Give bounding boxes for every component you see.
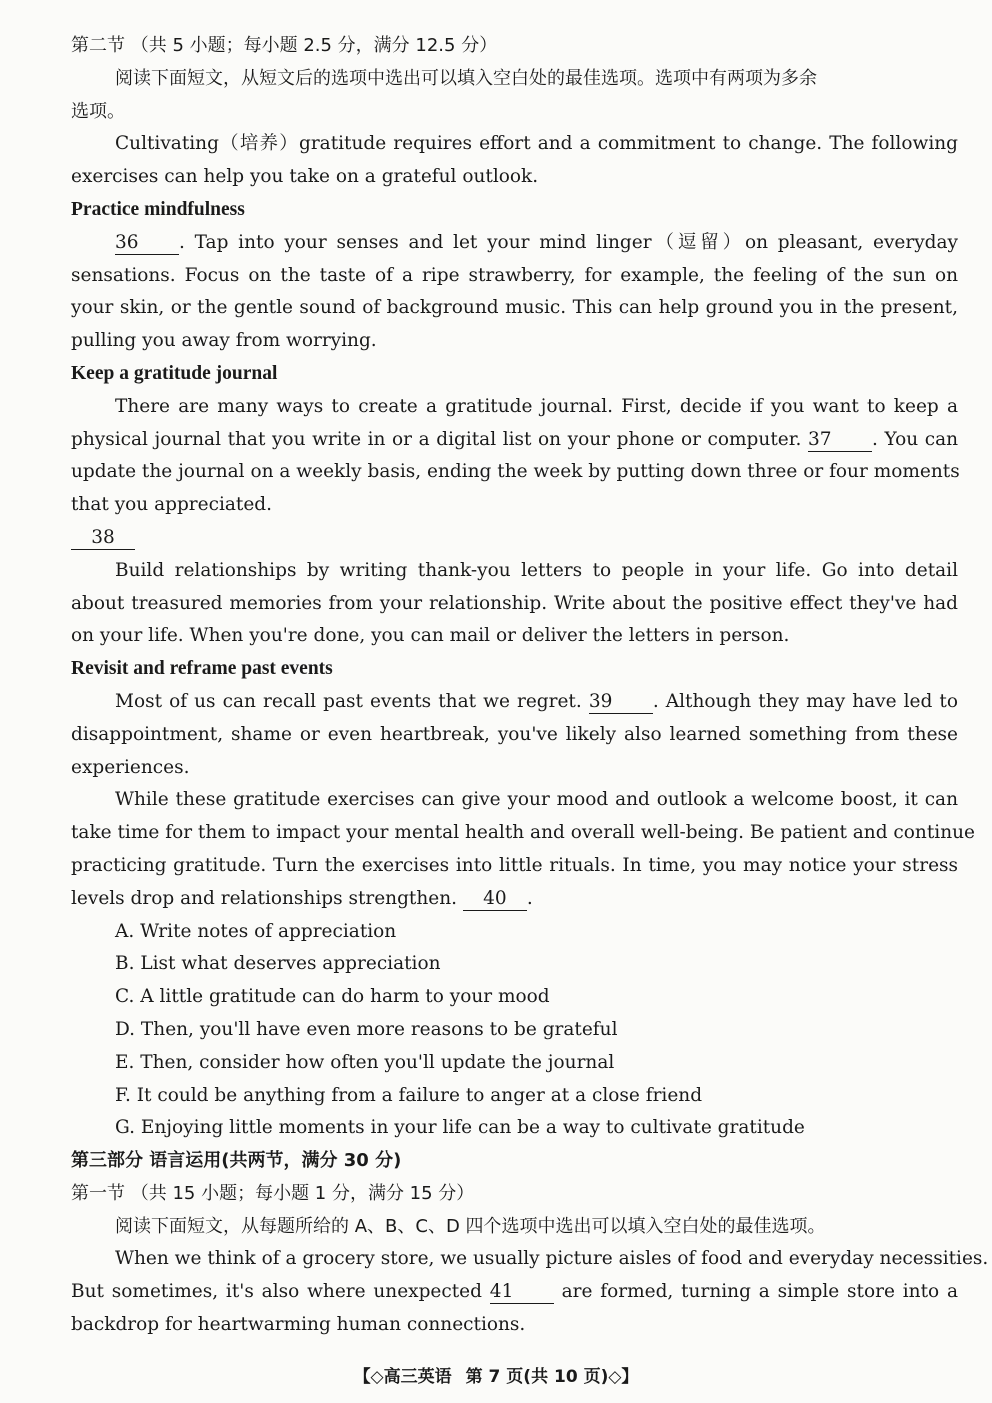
p3-line3: on your life. When you're done, you can mail or deliver the letters in person. [71, 625, 790, 647]
p5-line4-text: levels drop and relationships strengthen. [71, 887, 458, 909]
part3-section1-title: 第一节 （共 15 小题；每小题 1 分，满分 15 分） [71, 1182, 475, 1204]
p5-line3: practicing gratitude. Turn the exercises into little rituals. In time, you may notice your stress [71, 854, 958, 876]
option-e: E. Then, consider how often you'll update the journal [115, 1051, 615, 1073]
section2-instruction-line1: 阅读下面短文，从短文后的选项中选出可以填入空白处的最佳选项。选项中有两项为多余 [115, 67, 817, 89]
footer-left-mark: 【◇ [353, 1367, 384, 1387]
p5-line2: take time for them to impact your mental health and overall well-being. Be patient and continue [71, 822, 975, 844]
p4-line1-tail: . Although they may have led to [652, 690, 958, 712]
option-b: B. List what deserves appreciation [115, 953, 441, 975]
option-c: C. A little gratitude can do harm to your mood [115, 986, 550, 1008]
p5-line1: While these gratitude exercises can give your mood and outlook a welcome boost, it can [115, 789, 958, 811]
part3-p1-line1: When we think of a grocery store, we usually picture aisles of food and everyday necessities. [115, 1248, 989, 1270]
footer-subject: 高三英语 [383, 1367, 452, 1387]
blank-38[interactable]: 38 [71, 527, 135, 550]
heading-gratitude-journal: Keep a gratitude journal [71, 362, 278, 384]
footer-right-mark: ◇】 [608, 1367, 639, 1387]
p2-line2-text: physical journal that you write in or a digital list on your phone or computer. [71, 428, 802, 450]
p2-line3: update the journal on a weekly basis, ending the week by putting down three or four moments [71, 461, 960, 483]
p2-line2 [71, 424, 958, 457]
page-footer [0, 1362, 992, 1387]
p4-line1 [71, 686, 958, 719]
heading-practice-mindfulness: Practice mindfulness [71, 198, 245, 220]
footer-page-number: 第 7 页(共 10 页) [465, 1367, 609, 1387]
blank-36[interactable]: 36 [115, 232, 179, 255]
p3-line2: about treasured memories from your relationship. Write about the positive effect they've had [71, 592, 958, 614]
p2-line4: that you appreciated. [71, 494, 272, 516]
part3-instruction: 阅读下面短文，从每题所给的 A、B、C、D 四个选项中选出可以填入空白处的最佳选项。 [115, 1215, 826, 1237]
section2-instruction-line2: 选项。 [71, 100, 125, 122]
blank-39[interactable]: 39 [589, 691, 653, 714]
part3-p1-line2-text: But sometimes, it's also where unexpected [71, 1281, 482, 1303]
blank-41[interactable]: 41 [490, 1281, 554, 1304]
p2-line2-tail: . You can [872, 428, 959, 450]
part3-p1-line2 [71, 1276, 958, 1309]
p1-line2: sensations. Focus on the taste of a ripe strawberry, for example, the feeling of the sun on [71, 264, 958, 286]
option-f: F. It could be anything from a failure to anger at a close friend [115, 1084, 703, 1106]
p4-line1-text: Most of us can recall past events that we regret. [115, 690, 582, 712]
option-d: D. Then, you'll have even more reasons to be grateful [115, 1018, 618, 1040]
p5-line4-tail: . [526, 887, 533, 909]
part3-p1-line2-tail: are formed, turning a simple store into a [561, 1281, 958, 1303]
intro-line2: exercises can help you take on a grateful outlook. [71, 166, 539, 188]
p2-line1: There are many ways to create a gratitude journal. First, decide if you want to keep a [115, 395, 958, 417]
p4-line2: disappointment, shame or even heartbreak, you've likely also learned something from these [71, 723, 958, 745]
p5-line4 [71, 883, 958, 916]
section2-title: 第二节 （共 5 小题；每小题 2.5 分，满分 12.5 分） [71, 35, 498, 56]
p1-line3: your skin, or the gentle sound of background music. This can help ground you in the present, [71, 297, 958, 319]
option-a: A. Write notes of appreciation [115, 920, 397, 942]
blank-40[interactable]: 40 [463, 888, 527, 911]
p3-heading-blank [71, 522, 958, 555]
part3-title: 第三部分 语言运用(共两节，满分 30 分) [71, 1150, 402, 1172]
heading-revisit-events: Revisit and reframe past events [71, 658, 333, 680]
p1-line4: pulling you away from worrying. [71, 330, 377, 352]
blank-37[interactable]: 37 [808, 429, 872, 452]
p1-line1-text: . Tap into your senses and let your mind linger（逗留）on pleasant, everyday [179, 231, 958, 253]
part3-p1-line3: backdrop for heartwarming human connections. [71, 1314, 526, 1336]
option-g: G. Enjoying little moments in your life can be a way to cultivate gratitude [115, 1117, 805, 1139]
p3-line1: Build relationships by writing thank-you letters to people in your life. Go into detail [115, 559, 958, 581]
p1-line1 [71, 227, 958, 260]
intro-line1: Cultivating（培养）gratitude requires effort and a commitment to change. The following [115, 133, 958, 155]
p4-line3: experiences. [71, 756, 190, 778]
